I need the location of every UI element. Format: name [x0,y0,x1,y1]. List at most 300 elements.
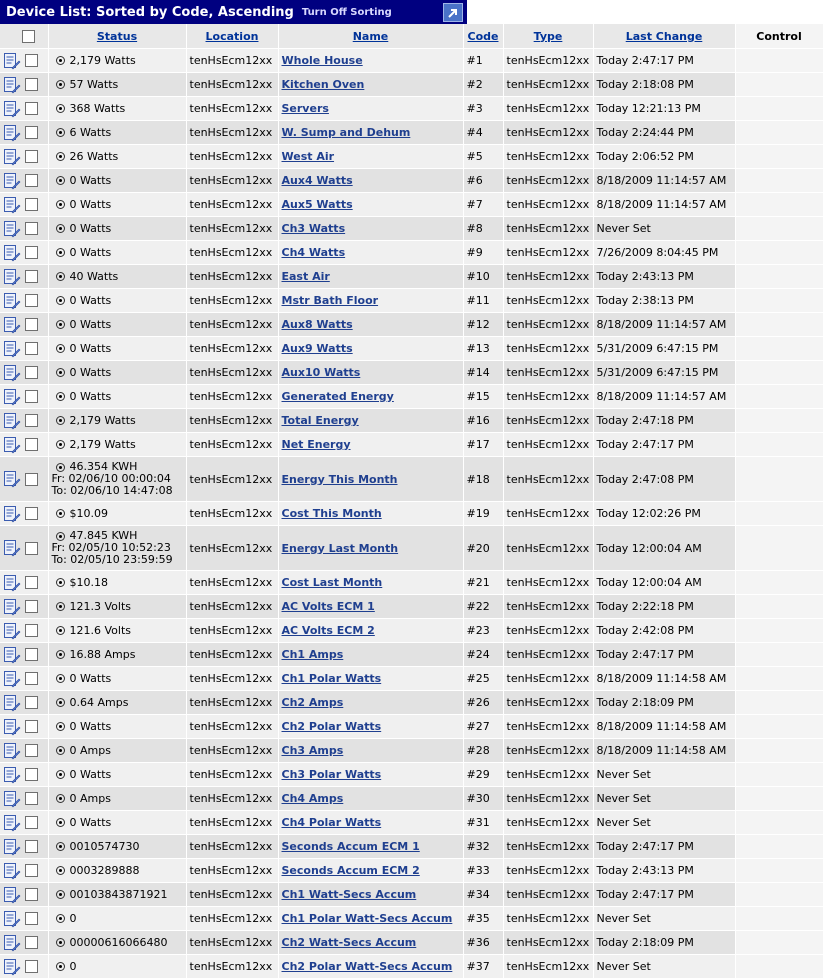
device-list-header [0,0,467,24]
row-actions-cell [0,241,48,265]
device-name-link[interactable]: Ch3 Watts [281,222,346,235]
edit-device-icon[interactable] [3,574,21,592]
code-cell: #23 [463,619,503,643]
row-actions-cell [0,265,48,289]
status-indicator-icon [56,200,65,209]
last-change-cell: 8/18/2009 11:14:58 AM [593,667,735,691]
status-indicator-icon [56,674,65,683]
status-indicator-icon [56,344,65,353]
status-cell [48,859,186,883]
last-change-cell: Never Set [593,811,735,835]
row-select-checkbox[interactable] [25,102,38,115]
location-cell: tenHsEcm12xx [186,811,278,835]
row-select-checkbox[interactable] [25,54,38,67]
name-cell [278,97,463,121]
table-row [0,241,823,265]
row-actions-cell [0,526,48,571]
row-select-checkbox[interactable] [25,507,38,520]
row-select-checkbox[interactable] [25,342,38,355]
row-actions-cell [0,739,48,763]
status-cell [48,907,186,931]
row-select-checkbox[interactable] [25,600,38,613]
status-value: 2,179 Watts [69,414,136,428]
control-cell [735,619,823,643]
control-cell [735,931,823,955]
device-name-link[interactable]: Cost This Month [281,507,382,520]
row-select-checkbox[interactable] [25,768,38,781]
device-name-link[interactable]: Cost Last Month [281,576,383,589]
edit-device-icon[interactable] [3,862,21,880]
location-cell: tenHsEcm12xx [186,409,278,433]
device-name-link[interactable]: Energy Last Month [281,541,399,555]
type-cell: tenHsEcm12xx [503,409,593,433]
table-row [0,619,823,643]
table-row [0,955,823,979]
control-cell [735,313,823,337]
device-name-link[interactable]: Net Energy [281,438,351,451]
control-cell [735,241,823,265]
status-cell [48,571,186,595]
row-select-checkbox[interactable] [25,390,38,403]
col-header-type [503,24,593,49]
type-cell: tenHsEcm12xx [503,337,593,361]
status-indicator-icon [56,842,65,851]
code-cell: #5 [463,145,503,169]
status-value: 00000616066480 [69,936,168,950]
status-value: 16.88 Amps [69,648,136,662]
code-cell: #11 [463,289,503,313]
sort-code-link[interactable]: Code [467,29,499,43]
row-actions-cell [0,169,48,193]
status-value: 0 Watts [69,342,112,356]
edit-device-icon[interactable] [3,292,21,310]
status-cell [48,643,186,667]
edit-device-icon[interactable] [3,76,21,94]
row-select-checkbox[interactable] [25,414,38,427]
code-cell: #7 [463,193,503,217]
device-name-link[interactable]: Aux8 Watts [281,318,353,331]
table-row [0,385,823,409]
edit-device-icon[interactable] [3,172,21,190]
row-select-checkbox[interactable] [25,150,38,163]
control-cell [735,97,823,121]
row-select-checkbox[interactable] [25,270,38,283]
row-actions-cell [0,313,48,337]
status-indicator-icon [56,866,65,875]
status-cell [48,217,186,241]
edit-device-icon[interactable] [3,52,21,70]
control-cell [735,385,823,409]
edit-device-icon[interactable] [3,244,21,262]
device-name-link[interactable]: Ch4 Polar Watts [281,816,382,829]
edit-device-icon[interactable] [3,340,21,358]
device-name-link[interactable]: Aux10 Watts [281,366,361,379]
last-change-cell: Today 2:42:08 PM [593,619,735,643]
last-change-cell: Today 2:47:17 PM [593,835,735,859]
name-cell [278,337,463,361]
last-change-cell: Today 12:21:13 PM [593,97,735,121]
control-cell [735,955,823,979]
location-cell: tenHsEcm12xx [186,385,278,409]
last-change-cell: Today 2:24:44 PM [593,121,735,145]
name-cell [278,595,463,619]
device-name-link[interactable]: Ch1 Polar Watts [281,672,382,685]
status-cell [48,595,186,619]
device-name-link[interactable]: Ch2 Amps [281,696,344,709]
control-cell [735,502,823,526]
edit-device-icon[interactable] [3,268,21,286]
type-cell: tenHsEcm12xx [503,265,593,289]
type-cell: tenHsEcm12xx [503,883,593,907]
device-name-link[interactable]: Ch4 Amps [281,792,344,805]
type-cell: tenHsEcm12xx [503,691,593,715]
sort-type-link[interactable]: Type [533,29,563,43]
status-value: 0 Watts [69,198,112,212]
device-name-link[interactable]: Energy This Month [281,472,398,486]
last-change-cell: Today 2:47:17 PM [593,643,735,667]
control-cell [735,217,823,241]
location-cell: tenHsEcm12xx [186,313,278,337]
row-actions-cell [0,193,48,217]
last-change-cell: 8/18/2009 11:14:57 AM [593,385,735,409]
device-name-link[interactable]: AC Volts ECM 1 [281,600,375,613]
status-indicator-icon [56,224,65,233]
code-cell: #36 [463,931,503,955]
code-cell: #20 [463,526,503,571]
status-cell [48,619,186,643]
row-select-checkbox[interactable] [25,576,38,589]
row-select-checkbox[interactable] [25,542,38,555]
last-change-cell: Today 2:43:13 PM [593,265,735,289]
last-change-cell: Today 2:43:13 PM [593,859,735,883]
name-cell [278,859,463,883]
status-value: 0 Watts [69,294,112,308]
last-change-cell: Today 2:47:08 PM [593,457,735,502]
status-value: 2,179 Watts [69,54,136,68]
type-cell: tenHsEcm12xx [503,739,593,763]
status-cell [48,289,186,313]
edit-device-icon[interactable] [3,886,21,904]
name-cell [278,619,463,643]
control-cell [735,787,823,811]
status-cell [48,955,186,979]
name-cell [278,145,463,169]
row-select-checkbox[interactable] [25,473,38,486]
last-change-cell: 8/18/2009 11:14:57 AM [593,169,735,193]
turn-off-sorting-link[interactable]: Turn Off Sorting [301,6,392,18]
edit-device-icon[interactable] [3,742,21,760]
status-value: 0010574730 [69,840,140,854]
location-cell: tenHsEcm12xx [186,571,278,595]
table-row [0,121,823,145]
type-cell: tenHsEcm12xx [503,217,593,241]
row-actions-cell [0,121,48,145]
edit-device-icon[interactable] [3,670,21,688]
device-name-link[interactable]: Generated Energy [281,390,394,403]
device-name-link[interactable]: Total Energy [281,414,359,427]
edit-device-icon[interactable] [3,838,21,856]
device-name-link[interactable]: Ch1 Amps [281,648,344,661]
row-select-checkbox[interactable] [25,126,38,139]
last-change-cell: Today 2:38:13 PM [593,289,735,313]
type-cell: tenHsEcm12xx [503,955,593,979]
status-cell [48,787,186,811]
status-cell [48,121,186,145]
last-change-cell: Never Set [593,787,735,811]
status-indicator-icon [56,104,65,113]
edit-device-icon[interactable] [3,694,21,712]
row-select-checkbox[interactable] [25,318,38,331]
location-cell: tenHsEcm12xx [186,193,278,217]
status-indicator-icon [56,818,65,827]
edit-device-icon[interactable] [3,388,21,406]
device-name-link[interactable]: Aux4 Watts [281,174,353,187]
location-cell: tenHsEcm12xx [186,955,278,979]
row-actions-cell [0,385,48,409]
device-name-link[interactable]: Ch3 Amps [281,744,344,757]
device-name-link[interactable]: W. Sump and Dehum [281,126,411,139]
table-row [0,763,823,787]
status-cell [48,145,186,169]
device-name-link[interactable]: Seconds Accum ECM 1 [281,840,420,853]
row-select-checkbox[interactable] [25,648,38,661]
edit-device-icon[interactable] [3,470,21,488]
device-name-link[interactable]: Ch2 Polar Watt-Secs Accum [281,960,453,973]
row-actions-cell [0,337,48,361]
device-name-link[interactable]: Mstr Bath Floor [281,294,379,307]
status-to: To: 02/05/10 23:59:59 [51,553,173,566]
device-name-link[interactable]: West Air [281,150,335,163]
edit-device-icon[interactable] [3,790,21,808]
edit-device-icon[interactable] [3,124,21,142]
row-select-checkbox[interactable] [25,198,38,211]
type-cell: tenHsEcm12xx [503,433,593,457]
edit-device-icon[interactable] [3,505,21,523]
control-cell [735,691,823,715]
sort-name-link[interactable]: Name [352,29,389,43]
row-select-checkbox[interactable] [25,936,38,949]
edit-device-icon[interactable] [3,436,21,454]
edit-device-icon[interactable] [3,364,21,382]
table-row [0,457,823,502]
edit-device-icon[interactable] [3,814,21,832]
device-name-link[interactable]: Ch1 Watt-Secs Accum [281,888,417,901]
row-actions-cell [0,457,48,502]
row-select-checkbox[interactable] [25,366,38,379]
row-select-checkbox[interactable] [25,624,38,637]
location-cell: tenHsEcm12xx [186,265,278,289]
device-name-link[interactable]: East Air [281,270,330,283]
status-value: 0 [69,912,77,926]
device-name-link[interactable]: Servers [281,102,329,115]
device-name-link[interactable]: Aux5 Watts [281,198,353,211]
row-actions-cell [0,763,48,787]
type-cell: tenHsEcm12xx [503,241,593,265]
name-cell [278,49,463,73]
page-title: Device List: Sorted by Code, Ascending [6,4,294,20]
status-indicator-icon [56,440,65,449]
device-name-link[interactable]: Ch4 Watts [281,246,346,259]
location-cell: tenHsEcm12xx [186,619,278,643]
row-select-checkbox[interactable] [25,174,38,187]
device-name-link[interactable]: Aux9 Watts [281,342,353,355]
status-indicator-icon [56,578,65,587]
row-select-checkbox[interactable] [25,792,38,805]
name-cell [278,739,463,763]
row-select-checkbox[interactable] [25,720,38,733]
status-indicator-icon [56,392,65,401]
table-row [0,193,823,217]
row-actions-cell [0,289,48,313]
device-name-link[interactable]: Ch2 Watt-Secs Accum [281,936,417,949]
row-actions-cell [0,883,48,907]
row-actions-cell [0,73,48,97]
control-cell [735,265,823,289]
name-cell [278,835,463,859]
row-actions-cell [0,619,48,643]
last-change-cell: 5/31/2009 6:47:15 PM [593,361,735,385]
location-cell: tenHsEcm12xx [186,457,278,502]
row-actions-cell [0,97,48,121]
name-cell [278,502,463,526]
row-select-checkbox[interactable] [25,246,38,259]
location-cell: tenHsEcm12xx [186,502,278,526]
table-row [0,337,823,361]
location-cell: tenHsEcm12xx [186,97,278,121]
type-cell: tenHsEcm12xx [503,49,593,73]
device-name-link[interactable]: Kitchen Oven [281,78,365,91]
edit-device-icon[interactable] [3,934,21,952]
type-cell: tenHsEcm12xx [503,502,593,526]
status-cell [48,193,186,217]
row-actions-cell [0,595,48,619]
device-name-link[interactable]: Ch1 Polar Watt-Secs Accum [281,912,453,925]
status-value: $10.18 [69,576,108,590]
table-row [0,715,823,739]
location-cell: tenHsEcm12xx [186,169,278,193]
table-row [0,595,823,619]
table-row [0,835,823,859]
edit-device-icon[interactable] [3,220,21,238]
type-cell: tenHsEcm12xx [503,526,593,571]
last-change-cell: 8/18/2009 11:14:57 AM [593,193,735,217]
select-all-checkbox[interactable] [22,30,35,43]
name-cell [278,643,463,667]
edit-device-icon[interactable] [3,316,21,334]
table-row [0,739,823,763]
row-actions-cell [0,502,48,526]
code-cell: #10 [463,265,503,289]
row-select-checkbox[interactable] [25,864,38,877]
control-cell [735,169,823,193]
type-cell: tenHsEcm12xx [503,643,593,667]
device-name-link[interactable]: Ch3 Polar Watts [281,768,382,781]
popout-icon[interactable] [443,3,463,22]
edit-device-icon[interactable] [3,718,21,736]
type-cell: tenHsEcm12xx [503,907,593,931]
edit-device-icon[interactable] [3,148,21,166]
edit-device-icon[interactable] [3,100,21,118]
table-row [0,433,823,457]
code-cell: #30 [463,787,503,811]
name-cell [278,409,463,433]
type-cell: tenHsEcm12xx [503,193,593,217]
row-select-checkbox[interactable] [25,696,38,709]
edit-device-icon[interactable] [3,598,21,616]
edit-device-icon[interactable] [3,412,21,430]
row-actions-cell [0,571,48,595]
row-select-checkbox[interactable] [25,888,38,901]
name-cell [278,811,463,835]
row-select-checkbox[interactable] [25,744,38,757]
type-cell: tenHsEcm12xx [503,715,593,739]
status-indicator-icon [56,722,65,731]
row-select-checkbox[interactable] [25,960,38,973]
row-select-checkbox[interactable] [25,438,38,451]
device-name-link[interactable]: AC Volts ECM 2 [281,624,375,637]
row-select-checkbox[interactable] [25,840,38,853]
name-cell [278,217,463,241]
location-cell: tenHsEcm12xx [186,337,278,361]
table-row [0,49,823,73]
row-select-checkbox[interactable] [25,294,38,307]
sort-last-change-link[interactable]: Last Change [625,29,703,43]
status-indicator-icon [56,248,65,257]
device-name-link[interactable]: Ch2 Polar Watts [281,720,382,733]
last-change-cell: Today 12:00:04 AM [593,571,735,595]
device-name-link[interactable]: Whole House [281,54,363,67]
code-cell: #29 [463,763,503,787]
status-indicator-icon [56,890,65,899]
sort-status-link[interactable]: Status [96,29,138,43]
table-row [0,217,823,241]
device-name-link[interactable]: Seconds Accum ECM 2 [281,864,420,877]
row-select-checkbox[interactable] [25,672,38,685]
name-cell [278,763,463,787]
edit-device-icon[interactable] [3,196,21,214]
status-value: 0 Watts [69,222,112,236]
row-select-checkbox[interactable] [25,222,38,235]
control-cell [735,595,823,619]
last-change-cell: Today 12:00:04 AM [593,526,735,571]
code-cell: #19 [463,502,503,526]
name-cell [278,955,463,979]
code-cell: #9 [463,241,503,265]
control-cell [735,667,823,691]
last-change-cell: 8/18/2009 11:14:57 AM [593,313,735,337]
status-cell [48,763,186,787]
table-row [0,931,823,955]
control-cell [735,73,823,97]
table-row [0,907,823,931]
edit-device-icon[interactable] [3,646,21,664]
edit-device-icon[interactable] [3,539,21,557]
row-select-checkbox[interactable] [25,816,38,829]
row-select-checkbox[interactable] [25,78,38,91]
code-cell: #1 [463,49,503,73]
table-row [0,691,823,715]
location-cell: tenHsEcm12xx [186,73,278,97]
status-indicator-icon [56,532,65,541]
sort-location-link[interactable]: Location [205,29,259,43]
edit-device-icon[interactable] [3,766,21,784]
status-indicator-icon [56,962,65,971]
row-select-checkbox[interactable] [25,912,38,925]
code-cell: #13 [463,337,503,361]
col-header-name [278,24,463,49]
edit-device-icon[interactable] [3,910,21,928]
edit-device-icon[interactable] [3,622,21,640]
